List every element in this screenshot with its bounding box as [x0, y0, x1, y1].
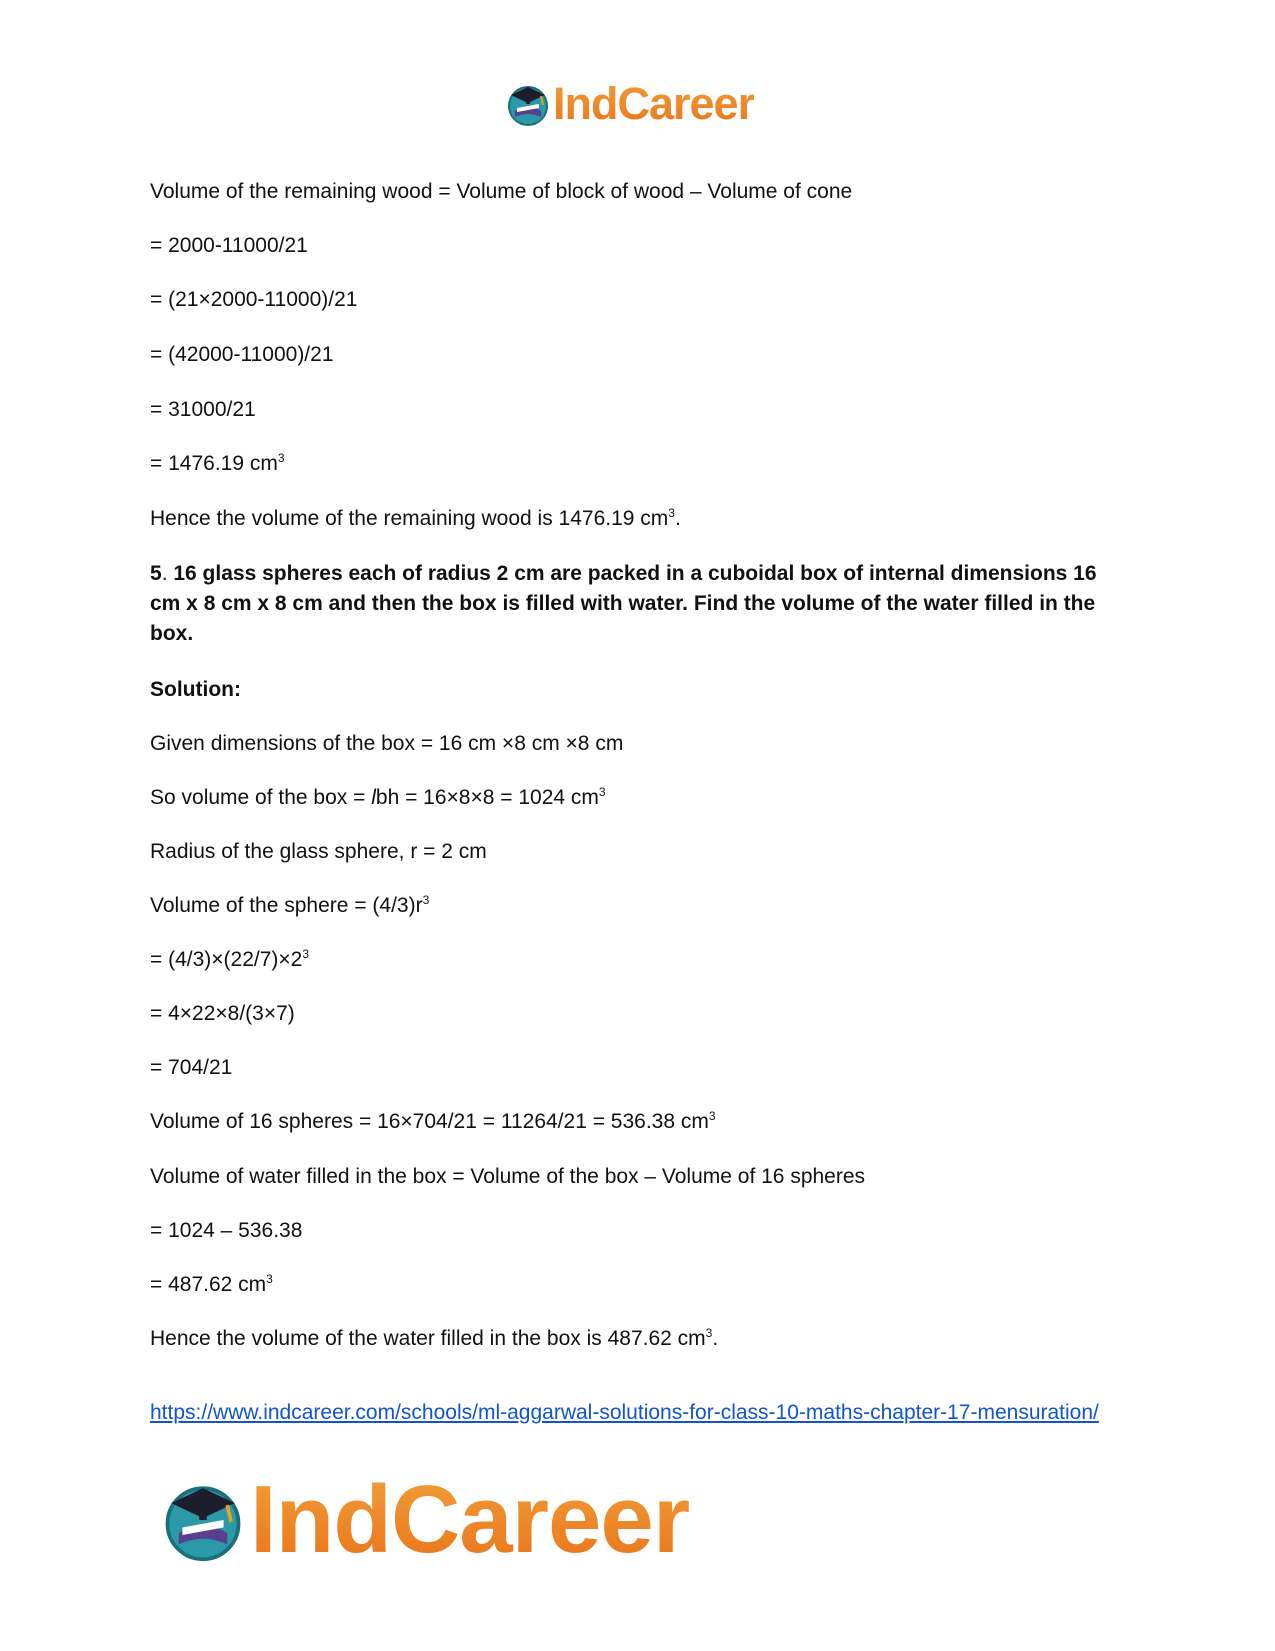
text-line: = (21×2000-11000)/21	[150, 288, 358, 311]
superscript: 3	[668, 506, 675, 520]
superscript: 3	[302, 947, 310, 961]
text-span: .	[712, 1327, 719, 1350]
text-span: Volume of 16 spheres = 16×704/21 = 11264/21 = 536.38 cm	[150, 1110, 709, 1133]
text-line: = 2000-11000/21	[150, 234, 308, 257]
text-span: .	[674, 507, 681, 530]
brand-name: IndCareer	[553, 74, 754, 134]
superscript: 3	[277, 451, 285, 465]
brand-name: IndCareer	[250, 1466, 690, 1573]
text-line: Radius of the glass sphere, r = 2 cm	[150, 840, 487, 863]
conclusion-line	[150, 1324, 718, 1354]
text-line: Given dimensions of the box = 16 cm ×8 cm ×8 cm	[150, 732, 624, 755]
conclusion-line	[150, 504, 681, 534]
superscript: 3	[598, 785, 606, 799]
source-link[interactable]: https://www.indcareer.com/schools/ml-aggarwal-solutions-for-class-10-maths-chapter-17-mensuration/	[150, 1401, 1099, 1424]
text-span: bh = 16×8×8 = 1024 cm	[375, 786, 599, 809]
question-number: 5	[150, 562, 162, 585]
text-line: = (42000-11000)/21	[150, 343, 334, 366]
text-line: = 4×22×8/(3×7)	[150, 1002, 295, 1025]
text-span: So volume of the box =	[150, 786, 372, 809]
text-span: = 1476.19 cm	[150, 452, 278, 475]
graduation-globe-icon	[505, 81, 551, 127]
superscript: 3	[422, 893, 430, 907]
text-line	[150, 1270, 273, 1300]
footer-logo	[160, 1465, 689, 1575]
graduation-globe-icon	[160, 1477, 246, 1563]
text-line	[150, 449, 285, 479]
text-line	[150, 945, 309, 975]
text-line	[150, 1107, 716, 1137]
text-span: Hence the volume of the remaining wood is 1476.19 cm	[150, 507, 669, 530]
question-text	[150, 559, 1125, 649]
superscript: 3	[708, 1109, 716, 1123]
text-line	[150, 783, 606, 813]
text-span: = 487.62 cm	[150, 1273, 267, 1296]
question-body: 16 glass spheres each of radius 2 cm are packed in a cuboidal box of internal dimensions 16 cm x 8 cm x 8 cm and then the box is filled with water. Find the volume of the water filled in the box.	[150, 562, 1097, 645]
text-span: Hence the volume of the water filled in the box is 487.62 cm	[150, 1327, 706, 1350]
text-line: = 1024 – 536.38	[150, 1219, 303, 1242]
text-line: Volume of water filled in the box = Volume of the box – Volume of 16 spheres	[150, 1165, 866, 1188]
superscript: 3	[266, 1272, 273, 1286]
text-line	[150, 891, 429, 921]
text-span: = (4/3)×(22/7)×2	[150, 948, 303, 971]
text-line: = 704/21	[150, 1056, 233, 1079]
text-line: Volume of the remaining wood = Volume of block of wood – Volume of cone	[150, 180, 853, 203]
solution-heading: Solution:	[150, 678, 241, 701]
superscript: 3	[705, 1326, 713, 1340]
text-line: = 31000/21	[150, 398, 256, 421]
text-span: Volume of the sphere = (4/3)r	[150, 894, 423, 917]
italic-variable: l	[371, 786, 376, 809]
header-logo	[505, 74, 754, 134]
text-span: .	[161, 562, 174, 585]
